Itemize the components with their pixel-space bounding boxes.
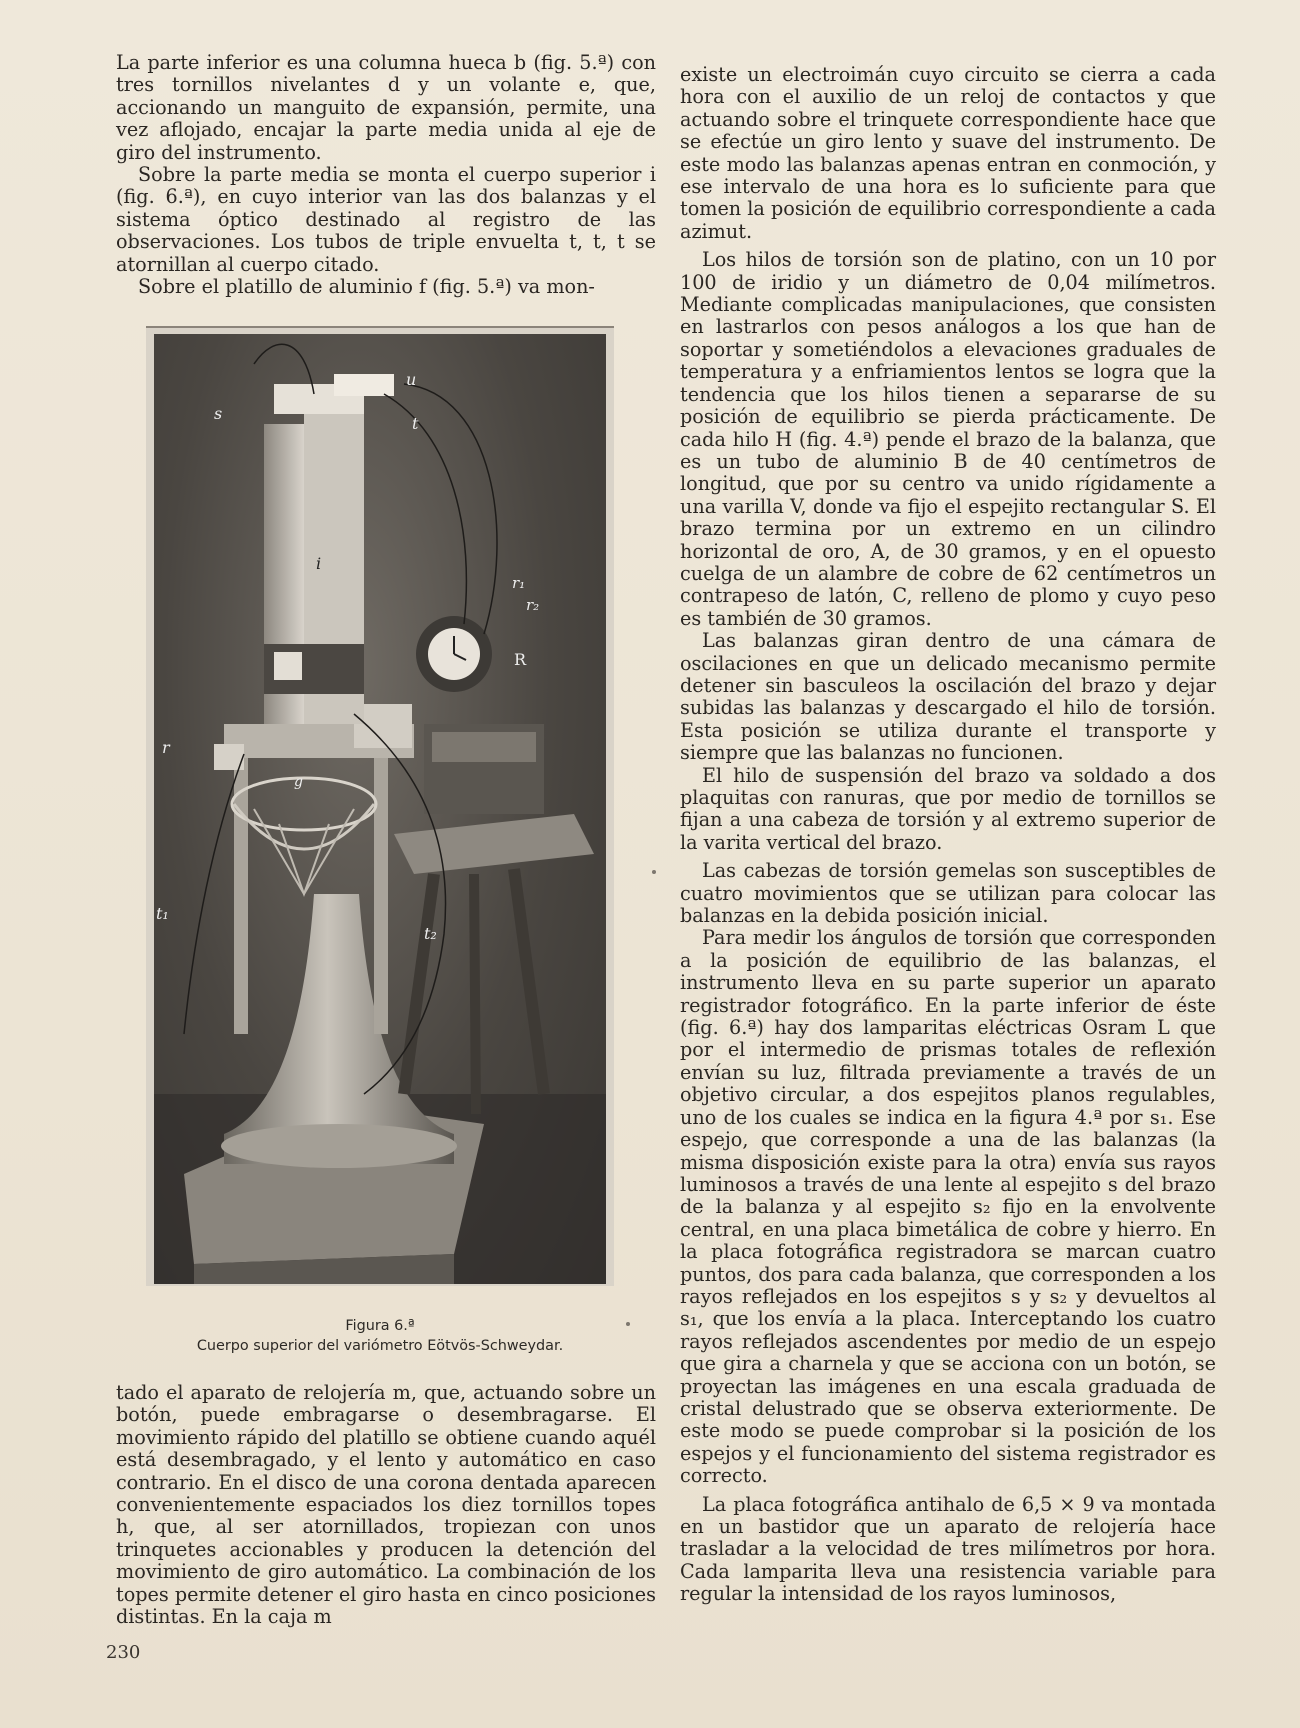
paragraph: Sobre el platillo de aluminio f (fig. 5.ª) va mon- — [138, 275, 595, 299]
paragraph: Las cabezas de torsión gemelas son susceptibles de cuatro movimientos que se utilizan para colocar las balanzas en la debida posición inicial. — [680, 859, 1216, 928]
paragraph: La parte inferior es una columna hueca b (fig. 5.ª) con tres tornillos nivelantes d y un volante e, que, accionando un manguito de expansión, permite, una vez aflojado, encajar la parte media unida al eje de giro del instrumento. — [116, 51, 656, 164]
paragraph: existe un electroimán cuyo circuito se cierra a cada hora con el auxilio de un reloj de contactos y que actuando sobre el trinquete correspondiente hace que se efectúe un giro lento y suave del instrumento. De este modo las balanzas apenas entran en conmoción, y ese intervalo de una hora es lo suficiente para que tomen la posición de equilibrio correspondiente a cada azimut. — [680, 63, 1216, 243]
photo-letter: r₂ — [526, 596, 540, 614]
figure-caption-text: Cuerpo superior del variómetro Eötvös-Schweydar. — [196, 1338, 564, 1354]
paragraph: Los hilos de torsión son de platino, con un 10 por 100 de iridio y un diámetro de 0,04 milímetros. Mediante complicadas manipulaciones, que consisten en lastrarlos con pesos análogos a los que han de soportar y sometiéndolos a elevaciones graduales de temperatura y a enfriamientos lentos se logra que la tendencia que los hilos tienen a separarse de su posición de equilibrio se pierda prácticamente. De cada hilo H (fig. 4.ª) pende el brazo de la balanza, que es un tubo de aluminio B de 40 centímetros de longitud, que por su centro va unido rígidamente a una varilla V, donde va fijo el espejito rectangular S. El brazo termina por un extremo en un cilindro horizontal de oro, A, de 30 gramos, y en el opuesto cuelga de un alambre de cobre de 62 centímetros un contrapeso de latón, C, relleno de plomo y cuyo peso es también de 30 gramos. — [680, 248, 1216, 630]
figure-caption — [146, 1316, 614, 1356]
figure-6 — [146, 326, 614, 1286]
gutter-dot — [652, 870, 656, 874]
paragraph: La placa fotográfica antihalo de 6,5 × 9 va montada en un bastidor que un aparato de relojería hace trasladar a la velocidad de tres milímetros por hora. Cada lamparita lleva una resistencia variable para regular la intensidad de los rayos luminosos, — [680, 1492, 1216, 1606]
photo-letter: t₁ — [156, 904, 169, 923]
photo-letter: t — [412, 414, 419, 433]
paragraph: Sobre la parte media se monta el cuerpo superior i (fig. 6.ª), en cuyo interior van las dos balanzas y el sistema óptico destinado al registro de las observaciones. Los tubos de triple envuelta t, t, t se atornillan al cuerpo citado. — [116, 163, 656, 276]
paragraph: Las balanzas giran dentro de una cámara de oscilaciones en que un delicado mecanismo permite detener sin basculeos la oscilación del brazo y dejar subidas las balanzas y descargado el hilo de torsión. Esta posición se utiliza durante el transporte y siempre que las balanzas no funcionen. — [680, 629, 1216, 765]
photo-letter: i — [316, 554, 322, 573]
left-column-bottom — [116, 1382, 656, 1628]
right-column — [680, 64, 1216, 1606]
photo-letter: r — [162, 738, 170, 757]
photo-letter: g — [294, 774, 303, 790]
photo-letter: t₂ — [424, 924, 437, 943]
paragraph: El hilo de suspensión del brazo va soldado a dos plaquitas con ranuras, que por medio de tornillos se fijan a una cabeza de torsión y al extremo superior de la varita vertical del brazo. — [680, 763, 1216, 854]
gutter-dot — [626, 1322, 630, 1326]
photo-letter: s — [214, 404, 223, 423]
variometer-photo — [154, 334, 606, 1284]
photo-letter: u — [406, 370, 417, 389]
variometer-illustration — [154, 334, 606, 1284]
left-column-top — [116, 52, 656, 298]
paragraph: Para medir los ángulos de torsión que corresponden a la posición de equilibrio de las balanzas, el instrumento lleva en su parte superior un aparato registrador fotográfico. En la parte inferior de éste (fig. 6.ª) hay dos lamparitas eléctricas Osram L que por el intermedio de prismas totales de reflexión envían su luz, filtrada previamente a través de un objetivo circular, a dos espejitos planos regulables, uno de los cuales se indica en la figura 4.ª por s₁. Ese espejo, que corresponde a una de las balanzas (la misma disposición existe para la otra) envía sus rayos luminosos a través de una lente al espejito s del brazo de la balanza y al espejito s₂ fijo en la envolvente central, en una placa bimetálica de cobre y hierro. En la placa fotográfica registradora se marcan cuatro puntos, dos para cada balanza, que corresponden a los rayos reflejados en los espejitos s y s₂ y devueltos al s₁, que los envía a la placa. Interceptando los cuatro rayos reflejados ascendentes por medio de un espejo que gira a charnela y que se acciona con un botón, se proyectan las imágenes en una escala graduada de cristal delustrado que se observa exteriormente. De este modo se puede comprobar si la posición de los espejos y el funcionamiento del sistema registrador es correcto. — [680, 926, 1216, 1488]
photo-letter: R — [514, 650, 527, 669]
photo-letter: r₁ — [512, 574, 526, 592]
page-number: 230 — [106, 1642, 141, 1663]
figure-number: Figura 6.ª — [345, 1318, 415, 1334]
photo-frame — [146, 326, 614, 1286]
paragraph: tado el aparato de relojería m, que, actuando sobre un botón, puede embragarse o desembragarse. El movimiento rápido del platillo se obtiene cuando aquél está desembragado, y el lento y automático en caso contrario. En el disco de una corona dentada aparecen convenientemente espaciados los diez tornillos topes h, que, al ser atornillados, tropiezan con unos trinquetes accionables y producen la detención del movimiento de giro automático. La combinación de los topes permite detener el giro hasta en cinco posiciones distintas. En la caja m — [116, 1381, 656, 1629]
